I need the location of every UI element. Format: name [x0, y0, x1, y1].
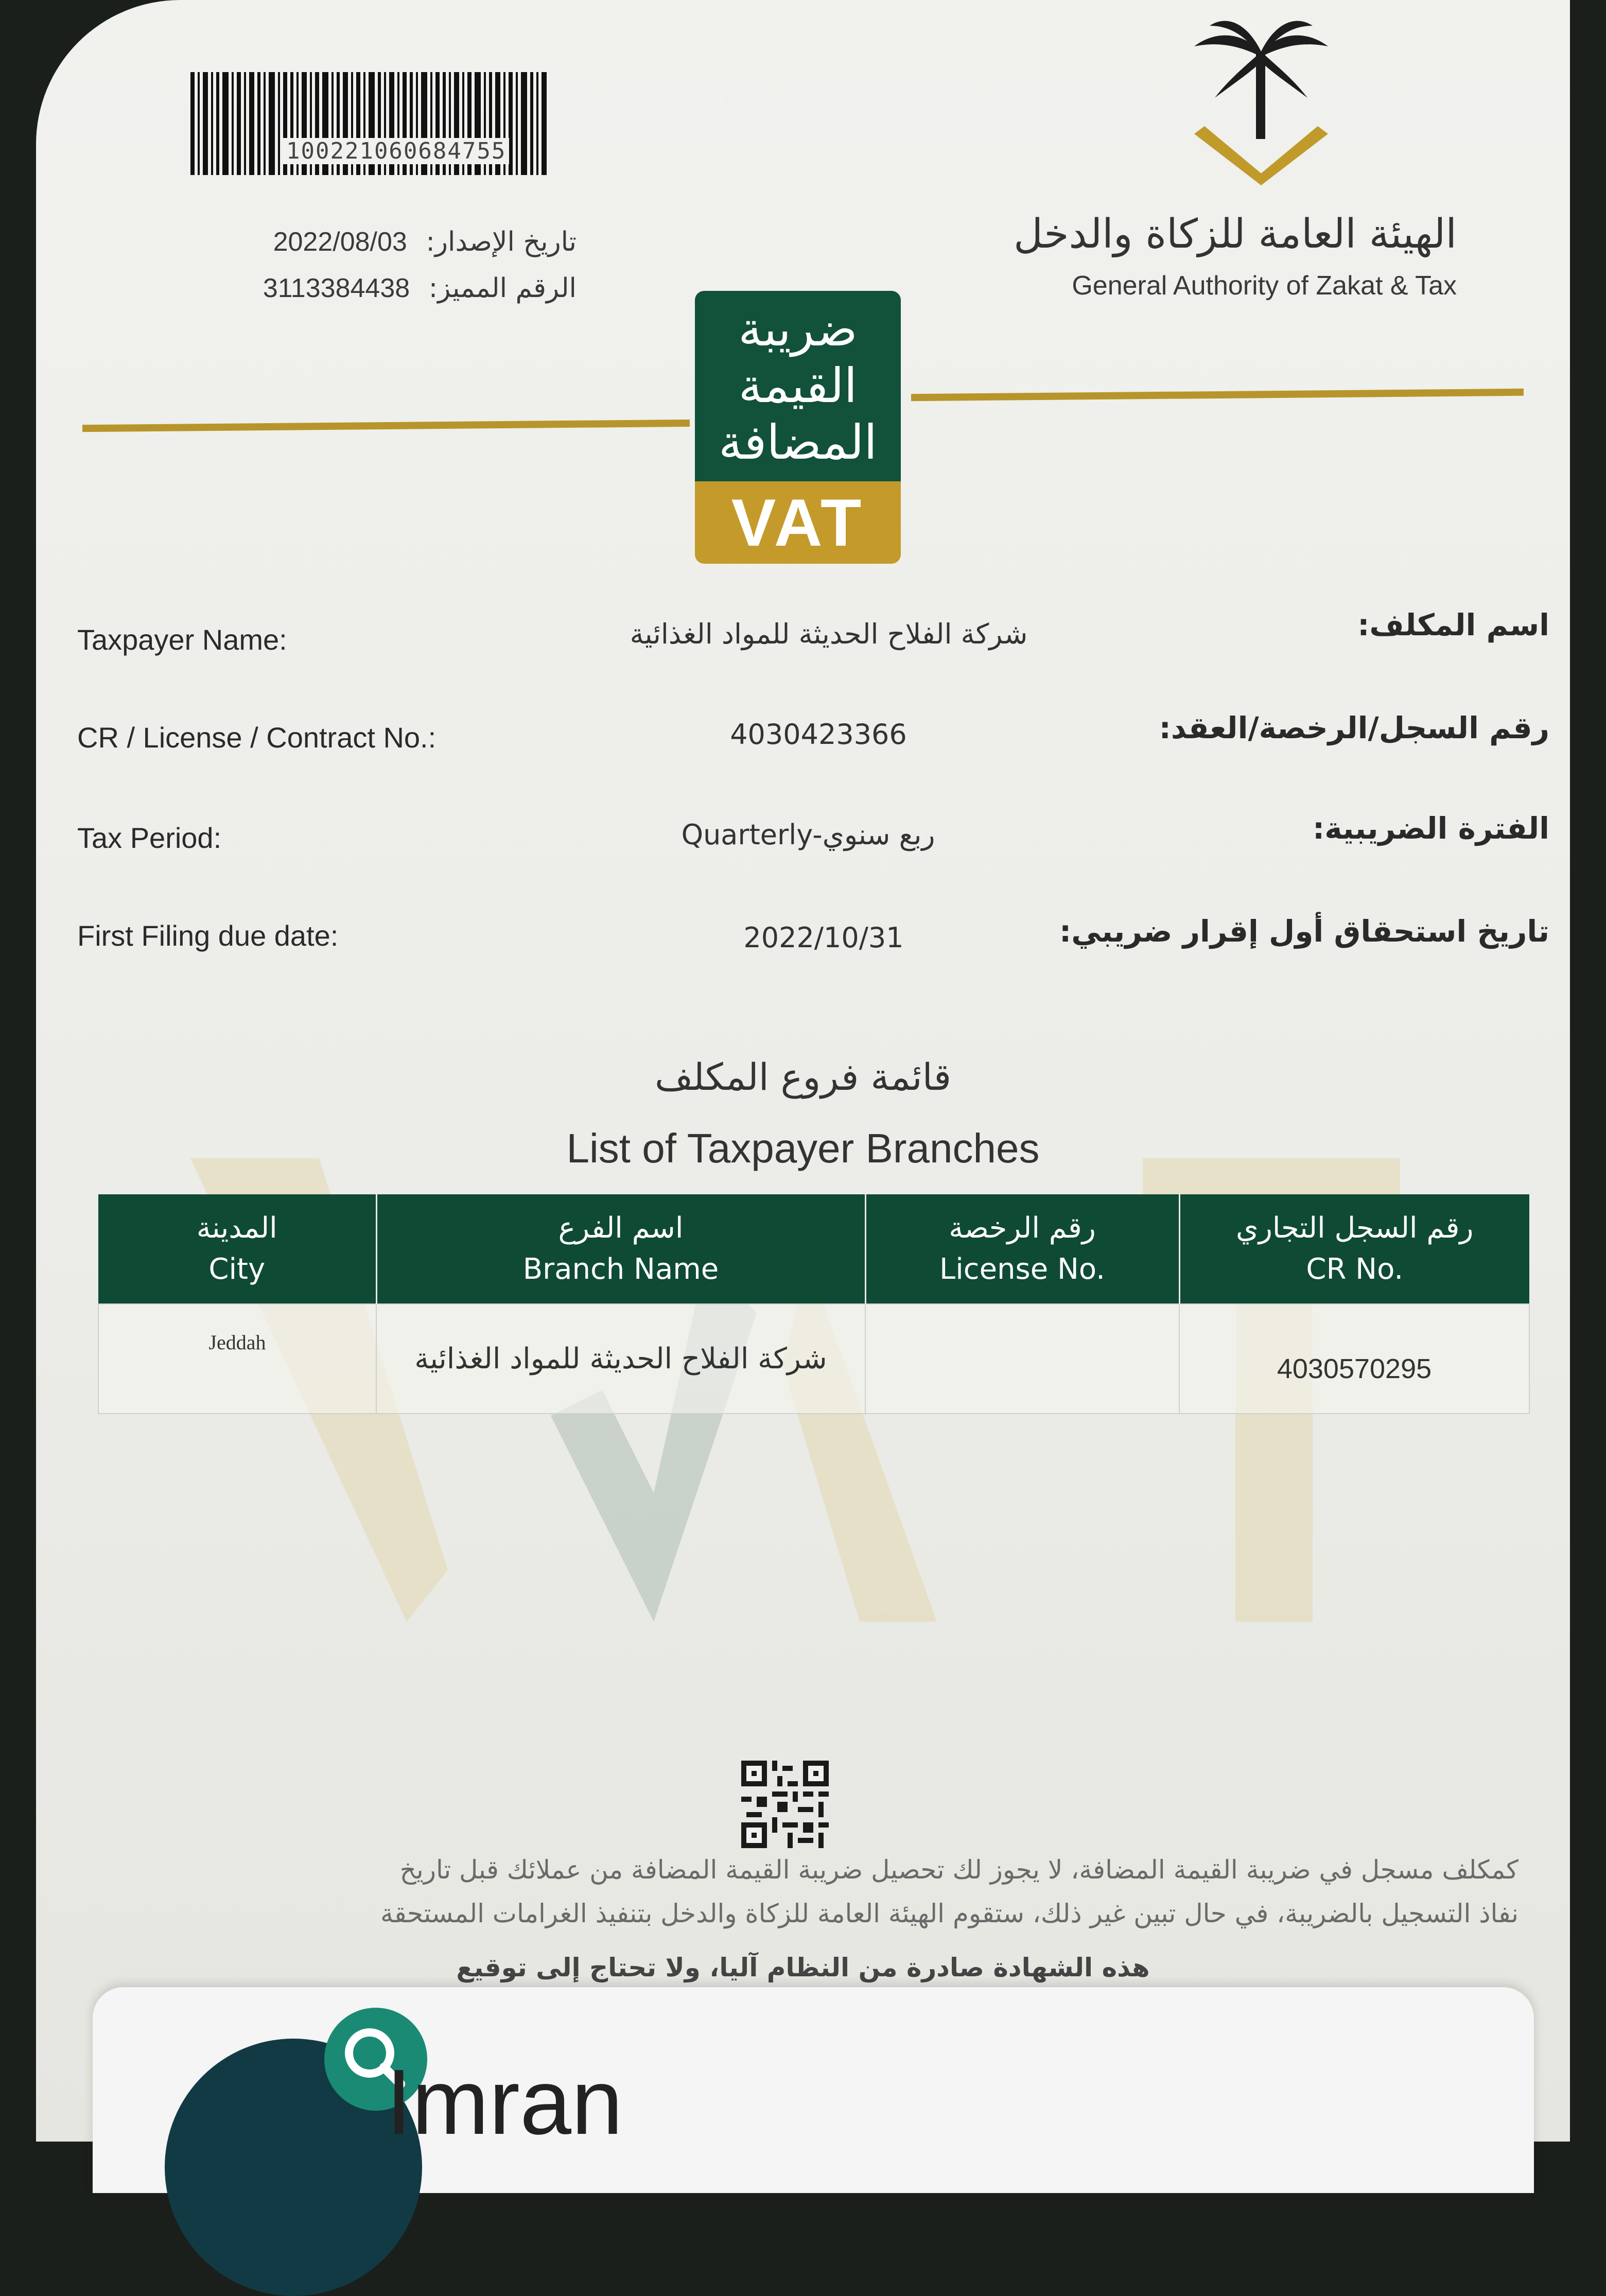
vat-logo — [695, 291, 901, 564]
field-taxpayer-name-value: شركة الفلاح الحديثة للمواد الغذائية — [630, 618, 1028, 650]
branches-title-en: List of Taxpayer Branches — [566, 1125, 1040, 1171]
column-header-en: City — [208, 1253, 266, 1286]
vat-logo-ar-line: القيمة — [738, 358, 858, 413]
divider-right — [911, 389, 1524, 401]
column-header-en: License No. — [939, 1253, 1105, 1286]
palm-swords-icon — [1184, 21, 1338, 196]
column-header-en: CR No. — [1306, 1253, 1404, 1286]
field-taxpayer-name-label-ar: اسم المكلف: — [1357, 607, 1549, 642]
tin — [263, 273, 577, 304]
field-first-filing-value: 2022/10/31 — [743, 921, 904, 954]
vat-logo-arabic — [695, 291, 901, 481]
barcode — [190, 72, 551, 190]
column-header-cr-no — [1179, 1194, 1529, 1304]
branches-table — [98, 1194, 1530, 1414]
cell-branch-name: شركة الفلاح الحديثة للمواد الغذائية — [376, 1304, 865, 1414]
vat-logo-english: VAT — [695, 481, 901, 564]
field-first-filing-label-ar: تاريخ استحقاق أول إقرار ضريبي: — [1059, 914, 1549, 949]
org-name-english: General Authority of Zakat & Tax — [1072, 271, 1457, 301]
vat-logo-ar-line: ضريبة — [738, 302, 858, 357]
notice-line: نفاذ التسجيل بالضريبة، في حال تبين غير ذلك، ستقوم الهيئة العامة للزكاة والدخل بتنفيذ الغرامات المستحقة — [380, 1899, 1518, 1928]
field-tax-period-label-en: Tax Period: — [77, 822, 222, 854]
registration-notice — [88, 1848, 1518, 1990]
table-row — [98, 1304, 1529, 1414]
qr-code-icon — [741, 1761, 829, 1848]
column-header-ar: المدينة — [196, 1211, 277, 1245]
zakat-authority-logo — [1184, 21, 1338, 196]
divider-left — [82, 420, 690, 432]
issue-date — [273, 227, 577, 257]
column-header-ar: اسم الفرع — [558, 1211, 684, 1245]
vat-certificate-page — [36, 0, 1570, 2142]
barcode-number: 100221060684755 — [283, 138, 509, 164]
branches-title-ar: قائمة فروع المكلف — [655, 1055, 951, 1099]
cell-city: Jeddah — [98, 1304, 376, 1414]
field-first-filing-label-en: First Filing due date: — [77, 919, 339, 952]
tin-label: الرقم المميز: — [428, 273, 577, 304]
table-header-row — [98, 1194, 1529, 1304]
field-cr-label-ar: رقم السجل/الرخصة/العقد: — [1159, 710, 1549, 745]
field-cr-value: 4030423366 — [730, 718, 907, 751]
vat-logo-ar-line: المضافة — [719, 415, 877, 470]
column-header-en: Branch Name — [522, 1253, 719, 1286]
notice-line: هذه الشهادة صادرة من النظام آليا، ولا تحتاج إلى توقيع — [456, 1953, 1150, 1982]
field-tax-period-label-ar: الفترة الضريبية: — [1313, 811, 1549, 846]
column-header-license-no — [865, 1194, 1179, 1304]
issue-date-label: تاريخ الإصدار: — [426, 227, 577, 257]
org-name-arabic: الهيئة العامة للزكاة والدخل — [1014, 211, 1457, 257]
column-header-ar: رقم الرخصة — [949, 1211, 1096, 1245]
column-header-branch-name — [376, 1194, 865, 1304]
cell-license-no — [865, 1304, 1179, 1414]
contact-name: Imran — [386, 2050, 623, 2154]
qr-code — [741, 1761, 829, 1848]
field-cr-label-en: CR / License / Contract No.: — [77, 721, 437, 754]
field-taxpayer-name-label-en: Taxpayer Name: — [77, 623, 287, 656]
column-header-city — [98, 1194, 376, 1304]
column-header-ar: رقم السجل التجاري — [1236, 1211, 1474, 1245]
cell-cr-no: 4030570295 — [1179, 1304, 1529, 1414]
field-tax-period-value: Quarterly-ربع سنوي — [681, 819, 935, 851]
issue-date-value: 2022/08/03 — [273, 227, 407, 257]
tin-value: 3113384438 — [263, 273, 410, 303]
notice-line: كمكلف مسجل في ضريبة القيمة المضافة، لا يجوز لك تحصيل ضريبة القيمة المضافة من عملائك قبل تاريخ — [399, 1855, 1518, 1885]
